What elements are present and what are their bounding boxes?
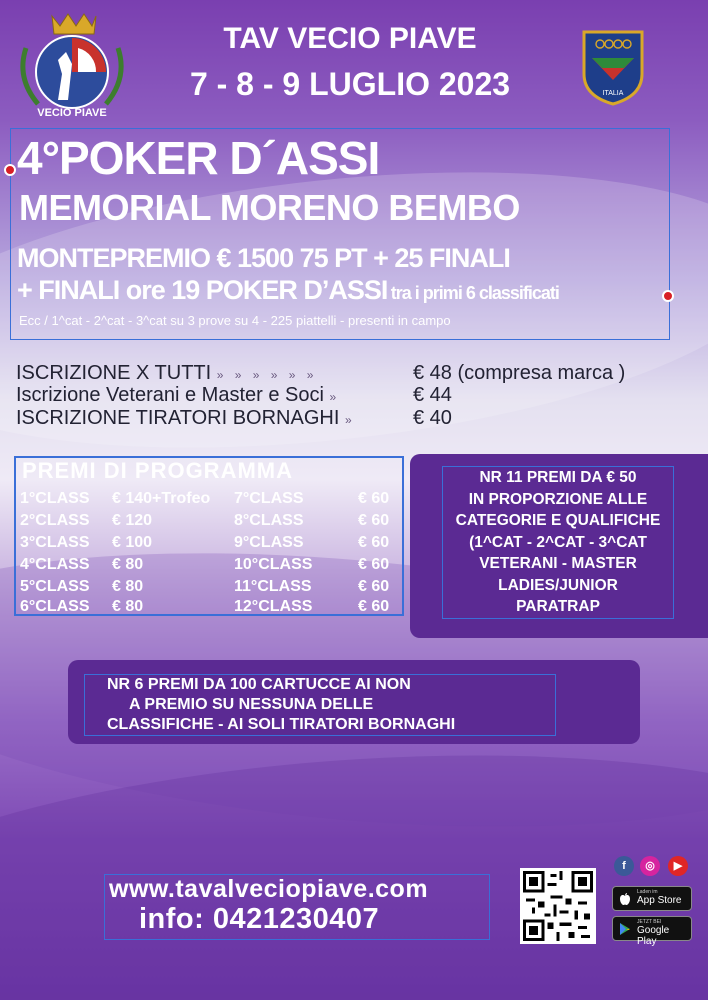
prize-row <box>20 578 404 600</box>
apple-icon <box>618 892 632 906</box>
website-link[interactable]: www.tavalveciopiave.com <box>109 875 429 903</box>
fee-amount: € 44 <box>413 384 452 406</box>
category-prizes-text <box>442 466 674 619</box>
prize-amount: € 80 <box>112 556 144 573</box>
finals-note: tra i primi 6 classificati <box>390 283 559 303</box>
fee-label: ISCRIZIONE X TUTTI <box>16 362 212 384</box>
google-play-button[interactable] <box>612 916 692 947</box>
place-label: 9°CLASS <box>234 534 304 551</box>
prize-amount: € 60 <box>358 512 390 529</box>
category-prizes-line: LADIES/JUNIOR <box>498 576 618 594</box>
place-label: 2°CLASS <box>20 512 90 529</box>
cartridge-prizes-line: CLASSIFICHE - AI SOLI TIRATORI BORNAGHI <box>107 716 456 733</box>
category-prizes-line: IN PROPORZIONE ALLE <box>468 490 648 508</box>
place-label: 7°CLASS <box>234 490 304 507</box>
fee-row <box>16 384 452 407</box>
dot-leader: » <box>329 390 341 404</box>
red-dot-marker <box>4 164 16 176</box>
place-label: 1°CLASS <box>20 490 90 507</box>
app-store-small-label: Laden im <box>637 889 658 895</box>
event-subtitle: MEMORIAL MORENO BEMBO <box>19 187 520 228</box>
cartridge-prizes-line: NR 6 PREMI DA 100 CARTUCCE AI NON <box>107 676 411 693</box>
category-prizes-line: NR 11 PREMI DA € 50 <box>479 469 637 486</box>
google-play-label: Google Play <box>637 925 670 947</box>
facebook-icon[interactable]: f <box>614 856 634 876</box>
event-title: 4°POKER D´ASSI <box>17 132 380 184</box>
prize-row <box>20 534 404 556</box>
fee-row <box>16 362 626 385</box>
prize-amount: € 80 <box>112 598 144 615</box>
phone-info: info: 0421230407 <box>139 903 380 935</box>
event-details: Ecc / 1^cat - 2^cat - 3^cat su 3 prove su 4 - 225 piattelli - presenti in campo <box>19 313 451 328</box>
qr-code[interactable] <box>520 868 596 944</box>
prize-amount: € 60 <box>358 534 390 551</box>
crown-icon <box>52 14 96 34</box>
instagram-icon[interactable]: ◎ <box>640 856 660 876</box>
place-label: 8°CLASS <box>234 512 304 529</box>
dot-leader: » <box>344 413 356 427</box>
program-prizes-title: PREMI DI PROGRAMMA <box>22 458 293 483</box>
place-label: 3°CLASS <box>20 534 90 551</box>
program-prizes-box <box>14 456 404 616</box>
google-play-icon <box>618 922 632 936</box>
prize-row <box>20 512 404 534</box>
event-title-box <box>10 128 670 340</box>
google-play-small-label: JETZT BEI <box>637 919 662 925</box>
finals-main: + FINALI ore 19 POKER D’ASSI <box>17 275 388 305</box>
prize-amount: € 60 <box>358 578 390 595</box>
place-label: 10°CLASS <box>234 556 313 573</box>
app-store-label: App Store <box>637 895 682 906</box>
prize-amount: € 100 <box>112 534 153 551</box>
prize-amount: € 60 <box>358 598 390 615</box>
red-dot-marker <box>662 290 674 302</box>
prize-row <box>20 556 404 578</box>
dot-leader: » » » » » » <box>216 368 318 382</box>
prize-amount: € 120 <box>112 512 153 529</box>
category-prizes-line: (1^CAT - 2^CAT - 3^CAT <box>469 533 647 551</box>
contact-box <box>104 874 490 940</box>
prize-row <box>20 598 404 620</box>
category-prizes-box <box>410 454 708 638</box>
fee-label: Iscrizione Veterani e Master e Soci <box>16 384 324 406</box>
prize-amount: € 140+Trofeo <box>112 490 211 507</box>
place-label: 5°CLASS <box>20 578 90 595</box>
place-label: 4°CLASS <box>20 556 90 573</box>
place-label: 6°CLASS <box>20 598 90 615</box>
fee-row <box>16 407 452 430</box>
prize-row <box>20 490 404 512</box>
finals-line <box>17 275 559 306</box>
cartridge-prizes-text <box>84 674 556 736</box>
club-logo <box>12 8 132 120</box>
svg-text:VECIO PIAVE: VECIO PIAVE <box>37 107 107 119</box>
prize-amount: € 60 <box>358 490 390 507</box>
event-dates: 7 - 8 - 9 LUGLIO 2023 <box>189 66 511 102</box>
prize-amount: € 60 <box>358 556 390 573</box>
place-label: 12°CLASS <box>234 598 313 615</box>
place-label: 11°CLASS <box>234 578 312 595</box>
app-store-button[interactable] <box>612 886 692 911</box>
federation-logo <box>580 28 646 106</box>
category-prizes-line: CATEGORIE E QUALIFICHE <box>455 512 661 529</box>
youtube-icon[interactable]: ▶ <box>668 856 688 876</box>
fee-amount: € 40 <box>413 407 452 429</box>
svg-text:ITALIA: ITALIA <box>602 90 624 97</box>
fee-amount: € 48 (compresa marca ) <box>413 362 626 384</box>
category-prizes-line: VETERANI - MASTER <box>479 555 637 572</box>
prize-amount: € 80 <box>112 578 144 595</box>
cartridge-prizes-box <box>68 660 640 744</box>
fee-label: ISCRIZIONE TIRATORI BORNAGHI <box>16 407 340 429</box>
venue-title: TAV VECIO PIAVE <box>223 22 477 55</box>
cartridge-prizes-line: A PREMIO SU NESSUNA DELLE <box>129 696 374 713</box>
prize-pool-line: MONTEPREMIO € 1500 75 PT + 25 FINALI <box>17 243 510 273</box>
category-prizes-line: PARATRAP <box>516 598 600 615</box>
